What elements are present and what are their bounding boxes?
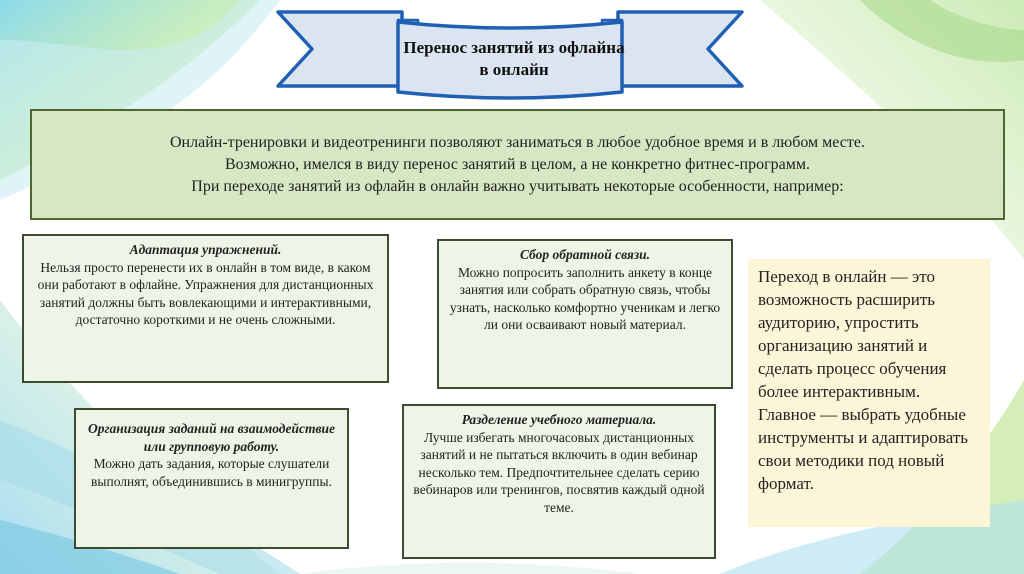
card-heading: Адаптация упражнений. <box>129 242 282 257</box>
page-title: Перенос занятий из офлайна в онлайн <box>403 38 625 79</box>
card-group-tasks <box>74 408 349 549</box>
card-feedback-collection <box>437 239 733 389</box>
card-heading: Сбор обратной связи. <box>519 247 651 262</box>
summary-box: Переход в онлайн — это возможность расширить аудиторию, упростить организацию занятий и сделать процесс обучения более интерактивным. Главное — выбрать удобные инструменты и адаптировать свои методики под новый формат. <box>748 259 990 527</box>
card-heading: Организация заданий на взаимодействие или групповую работу. <box>88 421 335 454</box>
intro-line: Возможно, имелся в виду перенос занятий в целом, а не конкретно фитнес-программ. <box>224 155 811 173</box>
card-exercise-adaptation <box>22 234 389 383</box>
intro-line: Онлайн-тренировки и видеотренинги позволяют заниматься в любое удобное время и в любом месте. <box>169 133 865 151</box>
card-body: Можно дать задания, которые слушатели выполнят, объединившись в минигруппы. <box>91 456 332 489</box>
card-material-splitting <box>402 404 716 559</box>
card-body: Можно попросить заполнить анкету в конце занятия или собрать обратную связь, чтобы узнать, насколько комфортно ученикам и легко ли они осваивают новый материал. <box>449 264 721 332</box>
card-heading: Разделение учебного материала. <box>461 412 657 427</box>
card-body: Нельзя просто перенести их в онлайн в том виде, в каком они работают в офлайне. Упражнения для дистанционных занятий должны быть вовлекающими и интерактивными, достаточно короткими и не очень сложными. <box>37 259 374 327</box>
intro-box <box>30 109 1005 220</box>
intro-line: При переходе занятий из офлайн в онлайн важно учитывать некоторые особенности, например: <box>191 177 844 195</box>
card-body: Лучше избегать многочасовых дистанционных занятий и не пытаться включить в один вебинар несколько тем. Предпочтительнее сделать серию вебинаров или тренингов, посвятив каждый одной теме. <box>413 429 705 515</box>
